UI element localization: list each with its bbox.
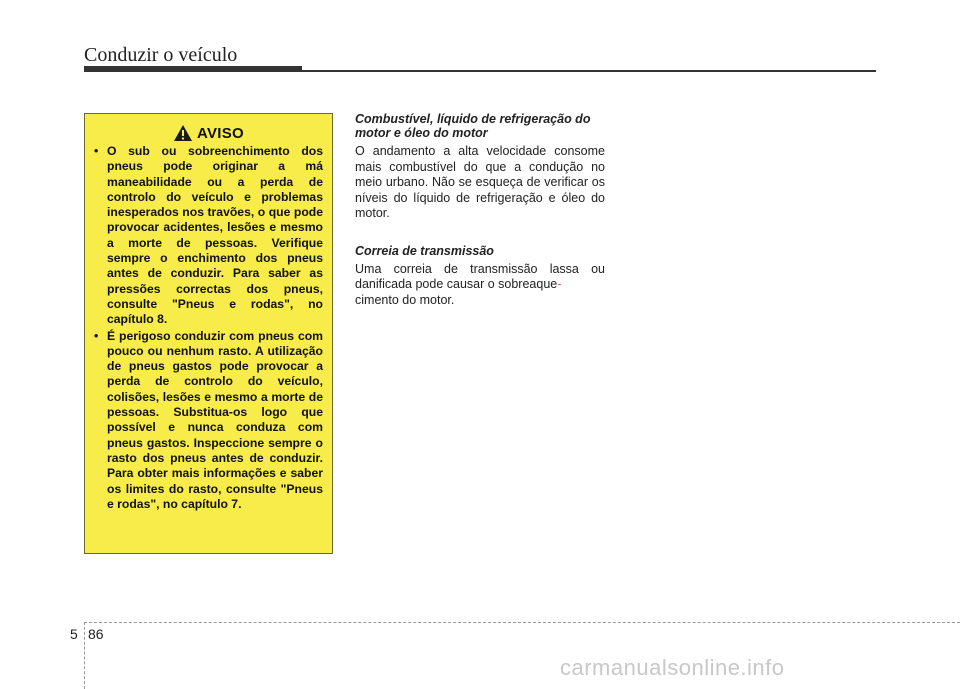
section-fluids <box>355 112 605 222</box>
section-body: O andamento a alta velocidade consome mais combustível do que a condução no meio urbano. Não se esqueça de verificar os níveis do líquido de refrigeração e óleo do motor. <box>355 144 605 220</box>
warning-box <box>84 113 333 554</box>
warning-item <box>94 329 323 513</box>
warning-list <box>94 144 323 512</box>
chapter-number: 5 <box>70 626 78 642</box>
footer-vertical-rule <box>84 622 85 689</box>
watermark: carmanualsonline.info <box>560 655 785 680</box>
bullet: • <box>94 144 99 158</box>
right-column <box>355 112 605 330</box>
section-body-part: cimento do motor. <box>355 292 455 307</box>
page-number: 86 <box>88 626 104 642</box>
section-heading: Combustível, líquido de refrigeração do motor e óleo do motor <box>355 112 591 140</box>
section-body <box>355 262 605 309</box>
warning-triangle-icon <box>173 124 193 142</box>
warning-title: AVISO <box>196 124 245 142</box>
warning-header <box>94 124 323 142</box>
section-body-part: Uma correia de transmissão lassa ou danificada pode causar o sobreaque <box>355 261 605 291</box>
warning-item-text: O sub ou sobreenchimento dos pneus pode originar a má maneabilidade ou a perda de controlo do veículo e problemas inesperados nos travões, o que pode provocar acidentes, lesões e mesmo a morte de pessoas. Verifique sempre o enchimento dos pneus antes de conduzir. Para saber as pressões correctas dos pneus, consulte "Pneus e rodas", no capítulo 8. <box>107 144 323 327</box>
warning-item <box>94 144 323 328</box>
footer-rule <box>84 622 960 623</box>
page-header-title: Conduzir o veículo <box>84 44 238 66</box>
section-belt <box>355 244 605 309</box>
bullet: • <box>94 328 99 343</box>
header-rule-thin <box>302 70 876 72</box>
hyphen-mark: - <box>557 277 562 291</box>
section-heading: Correia de transmissão <box>355 243 494 258</box>
header-rule-thick <box>84 66 302 72</box>
warning-item-text: É perigoso conduzir com pneus com pouco ou nenhum rasto. A utilização de pneus gastos pode provocar a perda de controlo do veículo, colisões, lesões e mesmo a morte de pessoas. Substitua-os logo que possível e nunca conduza com pneus gastos. Inspeccione sempre o rasto dos pneus antes de conduzir. Para obter mais informações e saber os limites do rasto, consulte "Pneus e rodas", no capítulo 7. <box>107 328 323 511</box>
